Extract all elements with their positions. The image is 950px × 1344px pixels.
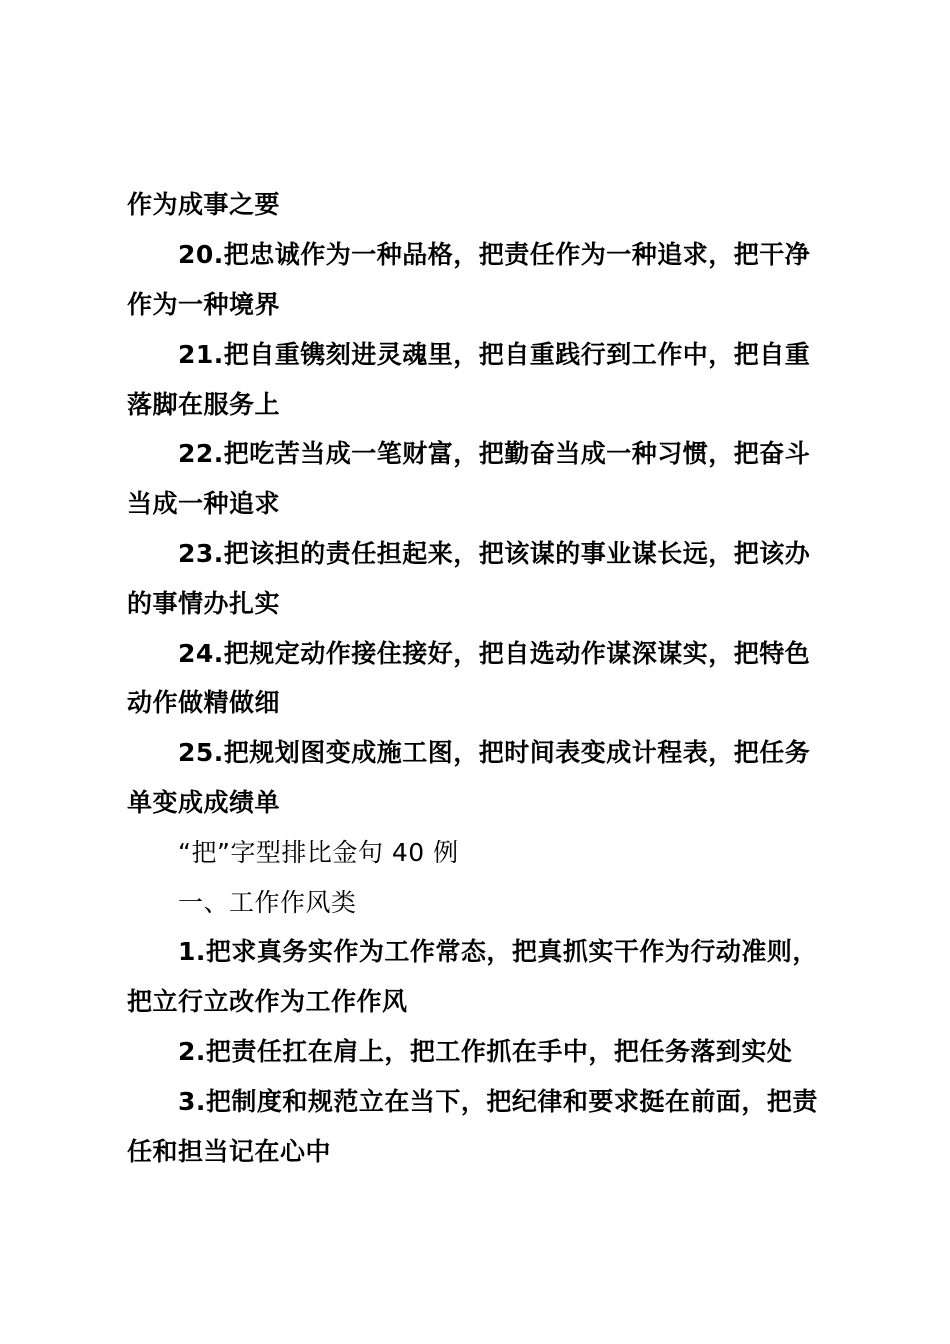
item-20-line-1: 20.把忠诚作为一种品格，把责任作为一种追求，把干净	[178, 240, 811, 269]
category-heading: 一、工作作风类	[178, 888, 357, 917]
item-24-line-2: 动作做精做细	[127, 688, 281, 717]
item-23-line-1: 23.把该担的责任担起来，把该谋的事业谋长远，把该办	[178, 539, 811, 568]
item-21-line-2: 落脚在服务上	[127, 390, 281, 419]
item-2-line-1: 2.把责任扛在肩上，把工作抓在手中，把任务落到实处	[178, 1037, 793, 1066]
item-24-line-1: 24.把规定动作接住接好，把自选动作谋深谋实，把特色	[178, 639, 811, 668]
item-22-line-2: 当成一种追求	[127, 489, 281, 518]
item-22-line-1: 22.把吃苦当成一笔财富，把勤奋当成一种习惯，把奋斗	[178, 439, 811, 468]
item-3-line-2: 任和担当记在心中	[127, 1137, 332, 1166]
item-25-line-2: 单变成成绩单	[127, 788, 281, 817]
item-20-line-2: 作为一种境界	[127, 290, 281, 319]
item-1-line-1: 1.把求真务实作为工作常态，把真抓实干作为行动准则，	[178, 937, 818, 966]
section-heading: “把”字型排比金句 40 例	[178, 838, 459, 867]
text-line: 作为成事之要	[127, 190, 281, 219]
item-23-line-2: 的事情办扎实	[127, 589, 281, 618]
item-3-line-1: 3.把制度和规范立在当下，把纪律和要求挺在前面，把责	[178, 1087, 818, 1116]
item-21-line-1: 21.把自重镌刻进灵魂里，把自重践行到工作中，把自重	[178, 340, 811, 369]
item-1-line-2: 把立行立改作为工作作风	[127, 987, 408, 1016]
item-25-line-1: 25.把规划图变成施工图，把时间表变成计程表，把任务	[178, 738, 811, 767]
